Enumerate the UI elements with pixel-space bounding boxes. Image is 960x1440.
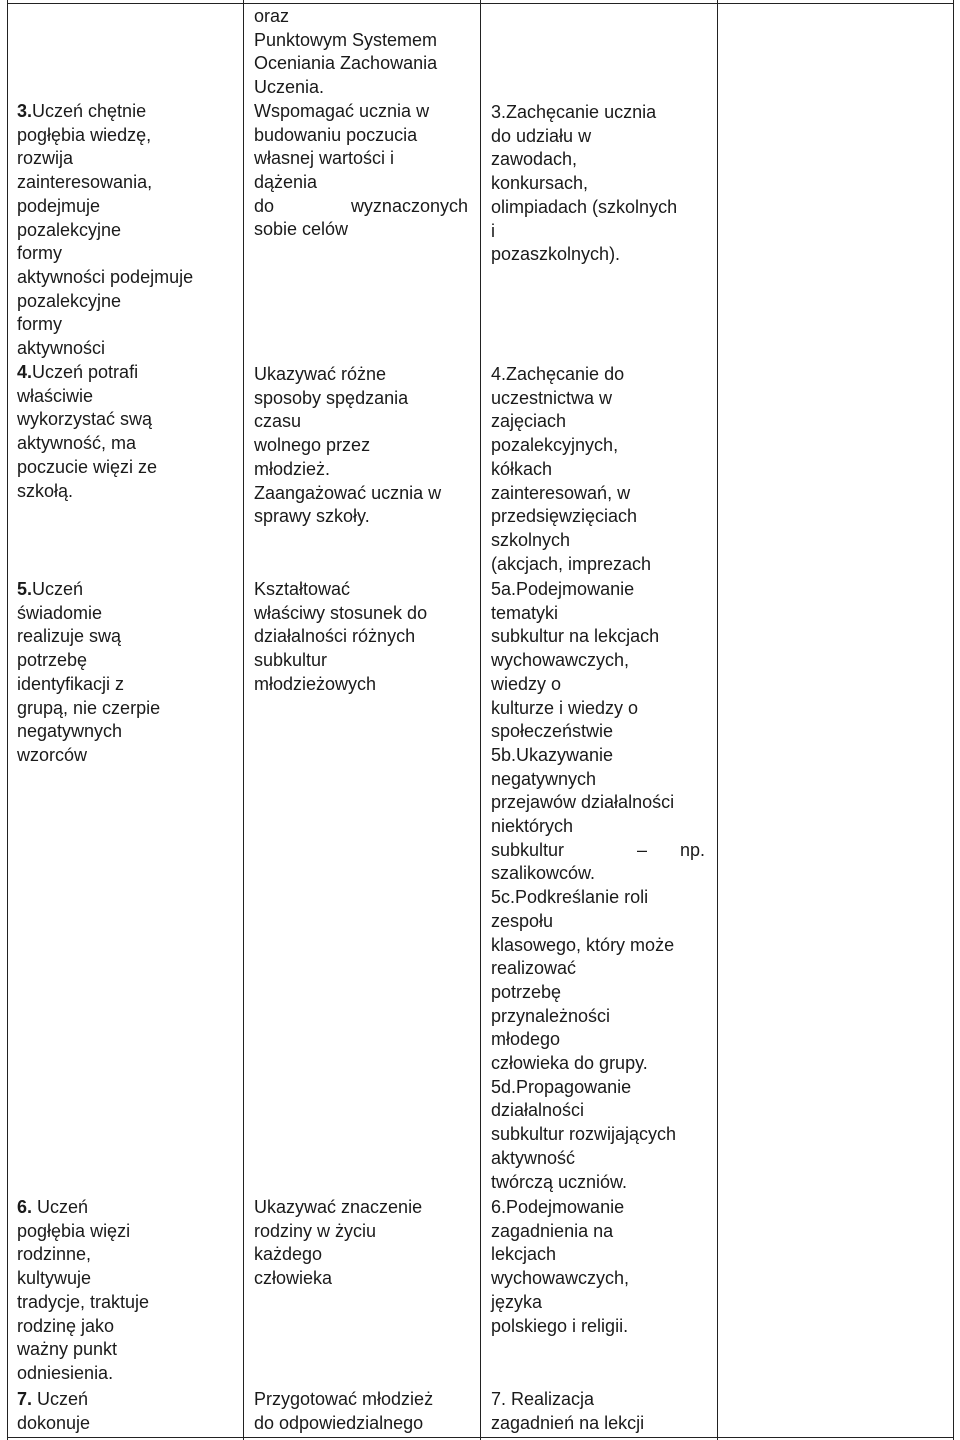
col3-cell-5: 5a.Podejmowanie tematyki subkultur na lekcjach wychowawczych, wiedzy o kulturze i wiedzy o społeczeństwie 5b.Ukazywanie negatywnych przejawów działalności niektórych subkultur – np. szalikowców. 5c.Podkreślanie roli zespołu klasowego, który może realizować potrzebę przynależności młodego człowieka do grupy. 5d.Propagowanie działalności subkultur rozwijających aktywność twórczą uczniów. xyxy=(491,579,705,1192)
table-border-bottom xyxy=(7,1437,953,1438)
col2-cell-7: Przygotować młodzież do odpowiedzialnego xyxy=(254,1389,434,1433)
col3-cell-7: 7. Realizacja zagadnień na lekcji xyxy=(491,1389,645,1433)
col2-cell-6: Ukazywać znaczenie rodziny w życiu każdego człowieka xyxy=(254,1197,423,1289)
col2-cell-top: oraz Punktowym Systemem Oceniania Zachowania Uczenia. Wspomagać ucznia w budowaniu poczucia własnej wartości i dążenia do wyznaczonych sobie celów xyxy=(254,6,468,240)
col2-cell-5: Kształtować właściwy stosunek do działalności różnych subkultur młodzieżowych xyxy=(254,579,428,694)
col1-cell-7: 7. Uczeń dokonuje xyxy=(17,1389,91,1433)
col1-cell-4: 4.Uczeń potrafi właściwie wykorzystać swą aktywność, ma poczucie więzi ze szkołą. xyxy=(17,362,158,501)
col3-cell-3: 3.Zachęcanie ucznia do udziału w zawodach, konkursach, olimpiadach (szkolnych i pozaszkolnych). xyxy=(491,102,678,265)
table-border-left xyxy=(7,0,8,1440)
table-border-col2 xyxy=(480,0,481,1440)
table-border-col3 xyxy=(717,0,718,1440)
col3-cell-4: 4.Zachęcanie do uczestnictwa w zajęciach pozalekcyjnych, kółkach zainteresowań, w przedsięwzięciach szkolnych (akcjach, imprezach xyxy=(491,364,652,574)
table-border-col1 xyxy=(243,0,244,1440)
table-border-top xyxy=(7,3,953,4)
col2-cell-4: Ukazywać różne sposoby spędzania czasu wolnego przez młodzież. Zaangażować ucznia w sprawy szkoły. xyxy=(254,364,442,527)
col1-cell-5: 5.Uczeń świadomie realizuje swą potrzebę identyfikacji z grupą, nie czerpie negatywnych wzorców xyxy=(17,579,161,765)
col1-cell-6: 6. Uczeń pogłębia więzi rodzinne, kultywuje tradycje, traktuje rodzinę jako ważny punkt odniesienia. xyxy=(17,1197,150,1383)
col1-cell-3: 3.Uczeń chętnie pogłębia wiedzę, rozwija zainteresowania, podejmuje pozalekcyjne formy aktywności podejmuje pozalekcyjne formy aktywności xyxy=(17,101,194,359)
col3-cell-6: 6.Podejmowanie zagadnienia na lekcjach wychowawczych, języka polskiego i religii. xyxy=(491,1197,630,1336)
table-border-right xyxy=(953,0,954,1440)
